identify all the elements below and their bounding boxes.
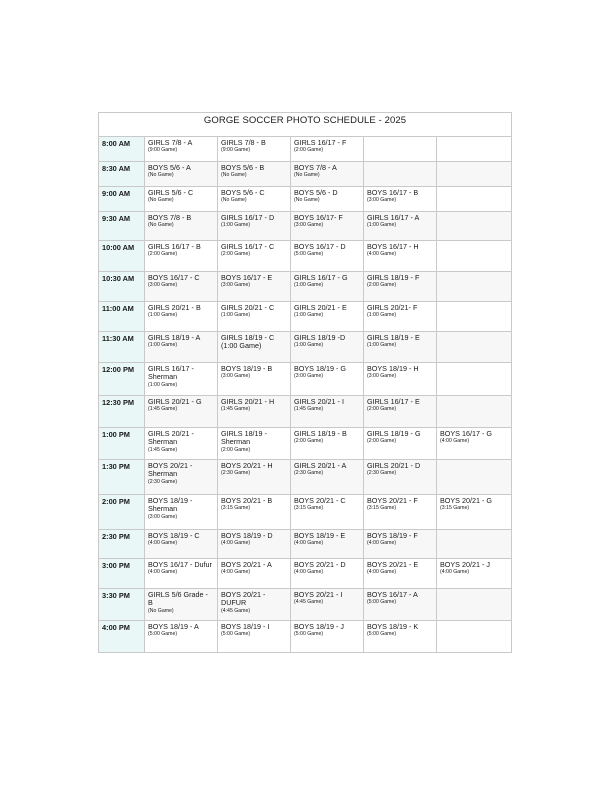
time-cell: 1:30 PM — [99, 460, 145, 495]
time-cell: 8:30 AM — [99, 162, 145, 187]
team-name: GIRLS 18/19 - F — [367, 273, 420, 282]
slot-cell — [218, 332, 291, 363]
slot-cell — [437, 460, 512, 495]
game-time-note: (No Game) — [148, 172, 174, 179]
schedule-row — [99, 589, 512, 621]
slot-cell — [437, 162, 512, 187]
game-time-note: (4:45 Game) — [221, 607, 251, 614]
schedule-row — [99, 137, 512, 162]
team-name: BOYS 18/19 - K — [367, 622, 419, 631]
team-name: GIRLS 18/19 -D — [294, 333, 346, 342]
slot-cell — [145, 332, 218, 363]
game-time-note: (2:00 Game) — [367, 282, 397, 289]
game-time-note: (9:00 Game) — [148, 147, 178, 154]
team-name: BOYS 20/21 - Sherman — [148, 461, 193, 479]
slot-cell — [145, 460, 218, 495]
slot-cell — [218, 428, 291, 460]
team-name: BOYS 20/21 - J — [440, 560, 490, 569]
team-name: BOYS 20/21 - E — [367, 560, 419, 569]
slot-cell — [218, 460, 291, 495]
team-name: BOYS 5/6 - A — [148, 163, 191, 172]
slot-cell — [218, 530, 291, 559]
team-name: GIRLS 18/19 - C (1:00 Game) — [221, 333, 275, 351]
team-name: BOYS 18/19 - B — [221, 364, 273, 373]
team-name: GIRLS 20/21 - D — [367, 461, 421, 470]
game-time-note: (1:00 Game) — [294, 312, 324, 319]
time-cell: 3:00 PM — [99, 559, 145, 589]
team-name: GIRLS 16/17 - C — [221, 242, 275, 251]
game-time-note: (2:00 Game) — [221, 446, 251, 453]
slot-cell — [218, 162, 291, 187]
slot-cell — [291, 363, 364, 396]
slot-cell — [218, 241, 291, 272]
game-time-note: (3:00 Game) — [367, 197, 397, 204]
slot-cell — [145, 396, 218, 428]
slot-cell — [437, 212, 512, 241]
time-cell: 2:00 PM — [99, 495, 145, 530]
team-name: GIRLS 20/21 - H — [221, 397, 275, 406]
game-time-note: (No Game) — [221, 197, 247, 204]
team-name: BOYS 20/21 - H — [221, 461, 273, 470]
team-name: BOYS 16/17 - E — [221, 273, 273, 282]
game-time-note: (2:00 Game) — [294, 147, 324, 154]
game-time-note: (1:00 Game) — [294, 282, 324, 289]
game-time-note: (4:00 Game) — [221, 569, 251, 576]
slot-cell — [364, 332, 437, 363]
slot-cell — [291, 162, 364, 187]
game-time-note: (3:00 Game) — [294, 222, 324, 229]
schedule-row — [99, 332, 512, 363]
slot-cell — [291, 396, 364, 428]
team-name: BOYS 20/21 - F — [367, 496, 418, 505]
game-time-note: (1:45 Game) — [148, 446, 178, 453]
team-name: GIRLS 20/21 - E — [294, 303, 347, 312]
game-time-note: (5:00 Game) — [367, 599, 397, 606]
slot-cell — [364, 396, 437, 428]
slot-cell — [218, 589, 291, 621]
team-name: BOYS 18/19 - H — [367, 364, 419, 373]
game-time-note: (1:00 Game) — [367, 312, 397, 319]
slot-cell — [145, 272, 218, 302]
team-name: BOYS 18/19 - Sherman — [148, 496, 193, 514]
team-name: BOYS 20/21 - G — [440, 496, 492, 505]
slot-cell — [145, 530, 218, 559]
time-cell: 11:00 AM — [99, 302, 145, 332]
slot-cell — [437, 495, 512, 530]
schedule-row — [99, 396, 512, 428]
team-name: BOYS 5/6 - D — [294, 188, 338, 197]
slot-cell — [291, 495, 364, 530]
game-time-note: (4:00 Game) — [367, 569, 397, 576]
game-time-note: (2:30 Game) — [148, 478, 178, 485]
team-name: GIRLS 18/19 - G — [367, 429, 421, 438]
team-name: GIRLS 20/21 - B — [148, 303, 201, 312]
schedule-row — [99, 187, 512, 212]
slot-cell — [218, 363, 291, 396]
team-name: GIRLS 18/19 - B — [294, 429, 347, 438]
slot-cell — [437, 589, 512, 621]
slot-cell — [364, 241, 437, 272]
slot-cell — [437, 530, 512, 559]
team-name: GIRLS 5/6 - C — [148, 188, 194, 197]
team-name: BOYS 16/17 - B — [367, 188, 419, 197]
team-name: GIRLS 18/19 - A — [148, 333, 201, 342]
team-name: BOYS 20/21 - DUFUR — [221, 590, 266, 608]
game-time-note: (4:00 Game) — [221, 540, 251, 547]
time-cell: 9:00 AM — [99, 187, 145, 212]
slot-cell — [291, 332, 364, 363]
game-time-note: (5:00 Game) — [294, 631, 324, 638]
slot-cell — [364, 428, 437, 460]
game-time-note: (2:30 Game) — [294, 470, 324, 477]
game-time-note: (No Game) — [148, 607, 174, 614]
game-time-note: (1:00 Game) — [221, 312, 251, 319]
schedule-row — [99, 428, 512, 460]
game-time-note: (No Game) — [148, 197, 174, 204]
game-time-note: (1:45 Game) — [294, 406, 324, 413]
time-cell: 1:00 PM — [99, 428, 145, 460]
slot-cell — [218, 302, 291, 332]
game-time-note: (No Game) — [294, 172, 320, 179]
slot-cell — [145, 212, 218, 241]
slot-cell — [145, 187, 218, 212]
game-time-note: (No Game) — [221, 172, 247, 179]
slot-cell — [364, 589, 437, 621]
slot-cell — [145, 621, 218, 653]
team-name: GIRLS 18/19 - E — [367, 333, 420, 342]
slot-cell — [291, 272, 364, 302]
game-time-note: (3:15 Game) — [440, 505, 470, 512]
game-time-note: (2:00 Game) — [221, 251, 251, 258]
game-time-note: (9:00 Game) — [221, 147, 251, 154]
game-time-note: (5:00 Game) — [148, 631, 178, 638]
team-name: GIRLS 20/21 - G — [148, 397, 202, 406]
slot-cell — [437, 428, 512, 460]
game-time-note: (1:00 Game) — [221, 222, 251, 229]
team-name: BOYS 7/8 - A — [294, 163, 337, 172]
slot-cell — [291, 212, 364, 241]
team-name: BOYS 16/17 - Dufur — [148, 560, 212, 569]
game-time-note: (4:00 Game) — [367, 540, 397, 547]
game-time-note: (4:00 Game) — [148, 569, 178, 576]
team-name: GIRLS 20/21 - I — [294, 397, 344, 406]
game-time-note: (1:00 Game) — [367, 342, 397, 349]
slot-cell — [291, 187, 364, 212]
team-name: BOYS 20/21 - I — [294, 590, 343, 599]
game-time-note: (3:00 Game) — [367, 373, 397, 380]
schedule-row — [99, 162, 512, 187]
time-cell: 12:30 PM — [99, 396, 145, 428]
game-time-note: (3:00 Game) — [294, 373, 324, 380]
team-name: GIRLS 7/8 - B — [221, 138, 266, 147]
slot-cell — [437, 302, 512, 332]
team-name: GIRLS 16/17 - A — [367, 213, 420, 222]
team-name: BOYS 16/17 - D — [294, 242, 346, 251]
slot-cell — [437, 559, 512, 589]
game-time-note: (3:00 Game) — [221, 282, 251, 289]
slot-cell — [218, 621, 291, 653]
game-time-note: (3:00 Game) — [221, 373, 251, 380]
schedule-title: GORGE SOCCER PHOTO SCHEDULE - 2025 — [99, 113, 512, 137]
game-time-note: (2:30 Game) — [367, 470, 397, 477]
slot-cell — [218, 137, 291, 162]
team-name: GIRLS 16/17 - D — [221, 213, 275, 222]
game-time-note: (3:15 Game) — [294, 505, 324, 512]
team-name: BOYS 18/19 - F — [367, 531, 418, 540]
game-time-note: (4:00 Game) — [440, 569, 470, 576]
slot-cell — [364, 460, 437, 495]
time-cell: 10:00 AM — [99, 241, 145, 272]
team-name: GIRLS 20/21 - A — [294, 461, 347, 470]
team-name: BOYS 20/21 - D — [294, 560, 346, 569]
game-time-note: (No Game) — [148, 222, 174, 229]
schedule-row — [99, 272, 512, 302]
game-time-note: (2:00 Game) — [367, 406, 397, 413]
game-time-note: (1:00 Game) — [148, 381, 178, 388]
team-name: BOYS 18/19 - D — [221, 531, 273, 540]
game-time-note: (3:15 Game) — [367, 505, 397, 512]
slot-cell — [364, 187, 437, 212]
slot-cell — [291, 137, 364, 162]
game-time-note: (2:00 Game) — [367, 438, 397, 445]
time-cell: 12:00 PM — [99, 363, 145, 396]
slot-cell — [218, 495, 291, 530]
slot-cell — [291, 621, 364, 653]
team-name: BOYS 16/17 - A — [367, 590, 418, 599]
slot-cell — [437, 272, 512, 302]
schedule-row — [99, 621, 512, 653]
team-name: BOYS 18/19 - E — [294, 531, 346, 540]
slot-cell — [364, 363, 437, 396]
game-time-note: (1:45 Game) — [148, 406, 178, 413]
game-time-note: (4:00 Game) — [294, 569, 324, 576]
team-name: GIRLS 20/21- F — [367, 303, 418, 312]
slot-cell — [145, 137, 218, 162]
game-time-note: (No Game) — [294, 197, 320, 204]
schedule-table — [98, 112, 512, 653]
team-name: BOYS 5/6 - C — [221, 188, 265, 197]
slot-cell — [291, 241, 364, 272]
team-name: BOYS 20/21 - C — [294, 496, 346, 505]
slot-cell — [437, 187, 512, 212]
slot-cell — [291, 460, 364, 495]
game-time-note: (1:00 Game) — [367, 222, 397, 229]
team-name: BOYS 16/17 - H — [367, 242, 419, 251]
team-name: BOYS 16/17- F — [294, 213, 343, 222]
slot-cell — [437, 332, 512, 363]
slot-cell — [145, 302, 218, 332]
game-time-note: (3:00 Game) — [148, 282, 178, 289]
time-cell: 4:00 PM — [99, 621, 145, 653]
slot-cell — [145, 495, 218, 530]
team-name: BOYS 18/19 - G — [294, 364, 346, 373]
slot-cell — [145, 162, 218, 187]
slot-cell — [364, 621, 437, 653]
slot-cell — [364, 559, 437, 589]
game-time-note: (2:00 Game) — [148, 251, 178, 258]
schedule-row — [99, 530, 512, 559]
game-time-note: (5:00 Game) — [367, 631, 397, 638]
slot-cell — [218, 272, 291, 302]
team-name: GIRLS 16/17 - E — [367, 397, 420, 406]
slot-cell — [291, 530, 364, 559]
time-cell: 10:30 AM — [99, 272, 145, 302]
schedule-row — [99, 363, 512, 396]
team-name: GIRLS 5/6 Grade - B — [148, 590, 208, 608]
game-time-note: (1:45 Game) — [221, 406, 251, 413]
team-name: BOYS 7/8 - B — [148, 213, 192, 222]
game-time-note: (1:00 Game) — [294, 342, 324, 349]
game-time-note: (1:00 Game) — [148, 312, 178, 319]
slot-cell — [364, 212, 437, 241]
slot-cell — [291, 428, 364, 460]
team-name: GIRLS 16/17 - F — [294, 138, 347, 147]
slot-cell — [291, 559, 364, 589]
game-time-note: (3:15 Game) — [221, 505, 251, 512]
schedule-row — [99, 559, 512, 589]
team-name: BOYS 18/19 - A — [148, 622, 199, 631]
slot-cell — [364, 302, 437, 332]
slot-cell — [218, 559, 291, 589]
team-name: BOYS 16/17 - G — [440, 429, 492, 438]
schedule-row — [99, 241, 512, 272]
game-time-note: (5:00 Game) — [294, 251, 324, 258]
schedule-row — [99, 460, 512, 495]
slot-cell — [145, 559, 218, 589]
title-row — [99, 113, 512, 137]
time-cell: 3:30 PM — [99, 589, 145, 621]
time-cell: 8:00 AM — [99, 137, 145, 162]
team-name: BOYS 16/17 - C — [148, 273, 200, 282]
schedule-sheet — [98, 112, 511, 653]
slot-cell — [437, 137, 512, 162]
slot-cell — [364, 495, 437, 530]
slot-cell — [364, 272, 437, 302]
team-name: GIRLS 16/17 - Sherman — [148, 364, 194, 382]
slot-cell — [437, 241, 512, 272]
game-time-note: (3:00 Game) — [148, 513, 178, 520]
slot-cell — [437, 363, 512, 396]
game-time-note: (2:00 Game) — [294, 438, 324, 445]
team-name: GIRLS 7/8 - A — [148, 138, 193, 147]
game-time-note: (4:00 Game) — [294, 540, 324, 547]
schedule-row — [99, 212, 512, 241]
time-cell: 11:30 AM — [99, 332, 145, 363]
game-time-note: (2:30 Game) — [221, 470, 251, 477]
schedule-row — [99, 302, 512, 332]
slot-cell — [145, 589, 218, 621]
game-time-note: (4:00 Game) — [148, 540, 178, 547]
game-time-note: (1:00 Game) — [148, 342, 178, 349]
slot-cell — [437, 621, 512, 653]
team-name: GIRLS 16/17 - B — [148, 242, 201, 251]
team-name: GIRLS 18/19 - Sherman — [221, 429, 267, 447]
team-name: BOYS 20/21 - B — [221, 496, 273, 505]
team-name: BOYS 20/21 - A — [221, 560, 272, 569]
slot-cell — [364, 162, 437, 187]
team-name: BOYS 5/6 - B — [221, 163, 265, 172]
team-name: GIRLS 20/21 - C — [221, 303, 275, 312]
team-name: GIRLS 16/17 - G — [294, 273, 348, 282]
slot-cell — [145, 428, 218, 460]
slot-cell — [437, 396, 512, 428]
slot-cell — [218, 212, 291, 241]
slot-cell — [364, 137, 437, 162]
schedule-row — [99, 495, 512, 530]
game-time-note: (4:00 Game) — [367, 251, 397, 258]
slot-cell — [218, 187, 291, 212]
team-name: BOYS 18/19 - J — [294, 622, 344, 631]
team-name: BOYS 18/19 - C — [148, 531, 200, 540]
slot-cell — [145, 241, 218, 272]
time-cell: 9:30 AM — [99, 212, 145, 241]
slot-cell — [291, 589, 364, 621]
game-time-note: (4:00 Game) — [440, 438, 470, 445]
slot-cell — [364, 530, 437, 559]
game-time-note: (4:45 Game) — [294, 599, 324, 606]
team-name: BOYS 18/19 - I — [221, 622, 270, 631]
slot-cell — [145, 363, 218, 396]
slot-cell — [291, 302, 364, 332]
slot-cell — [218, 396, 291, 428]
team-name: GIRLS 20/21 - Sherman — [148, 429, 194, 447]
game-time-note: (5:00 Game) — [221, 631, 251, 638]
time-cell: 2:30 PM — [99, 530, 145, 559]
